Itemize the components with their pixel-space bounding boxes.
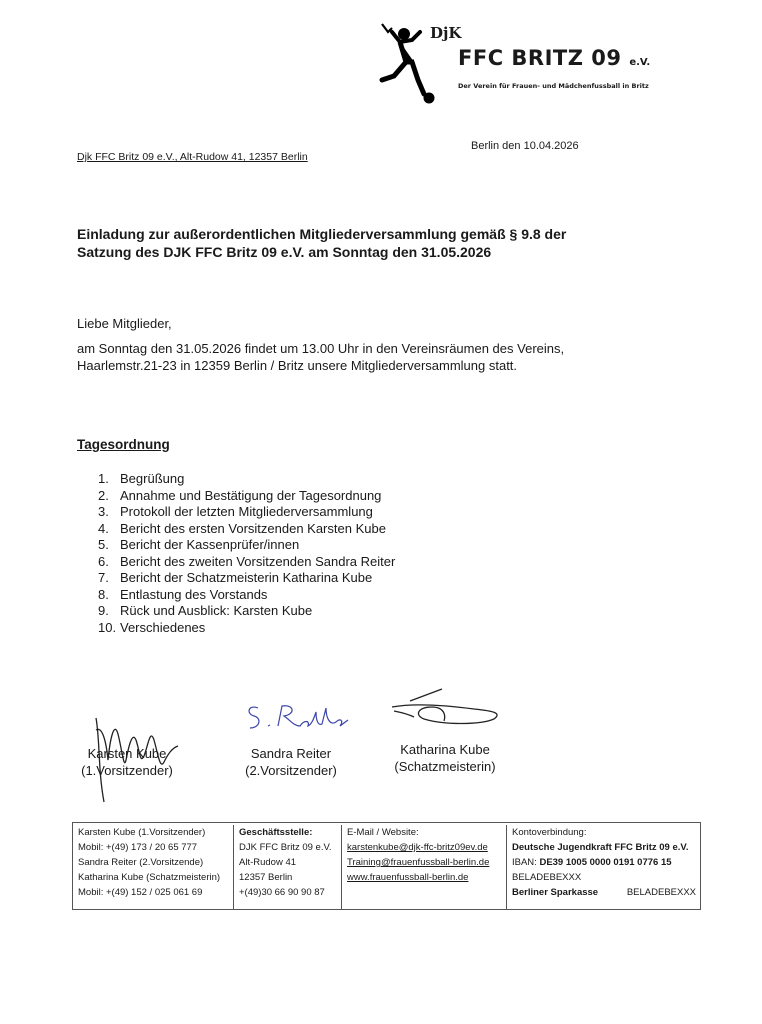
email-link[interactable]: karstenkube@djk-ffc-britz09ev.de xyxy=(347,842,488,853)
agenda-item xyxy=(98,488,395,505)
signer-name: Katharina Kube xyxy=(400,742,490,757)
footer-office xyxy=(233,825,341,909)
intro-paragraph xyxy=(77,340,637,374)
contact-line: Karsten Kube (1.Vorsitzender) xyxy=(78,827,206,838)
web-heading: E-Mail / Website: xyxy=(347,827,419,838)
agenda-item xyxy=(98,471,395,488)
agenda-item xyxy=(98,620,395,637)
agenda-item-text: Bericht des zweiten Vorsitzenden Sandra Reiter xyxy=(120,553,396,569)
agenda-item-text: Rück und Ausblick: Karsten Kube xyxy=(120,603,313,618)
agenda-item-text: Bericht des ersten Vorsitzenden Karsten Kube xyxy=(120,520,386,536)
iban-value: DE39 1005 0000 0191 0776 15 xyxy=(539,857,672,868)
signer-name: Sandra Reiter xyxy=(250,746,332,761)
account-holder: Deutsche Jugendkraft FFC Britz 09 e.V. xyxy=(512,842,689,853)
signer-role: (1.Vorsitzender) xyxy=(81,763,173,778)
agenda-item-text: Entlastung des Vorstands xyxy=(120,586,268,602)
bic-line: BELADEBEXXX xyxy=(512,872,582,883)
training-email-link[interactable]: Training@frauenfussball-berlin.de xyxy=(347,857,490,868)
club-name xyxy=(458,46,650,70)
signature-block-1 xyxy=(72,745,182,779)
agenda-item xyxy=(98,537,395,554)
agenda-item-number: 1. xyxy=(98,471,109,486)
office-line: 12357 Berlin xyxy=(239,872,293,883)
signer-role: (Schatzmeisterin) xyxy=(394,759,496,774)
contact-line: Mobil: +(49) 173 / 20 65 777 xyxy=(78,842,198,853)
agenda-item xyxy=(98,554,395,571)
sender-address: Djk FFC Britz 09 e.V., Alt-Rudow 41, 12357 Berlin xyxy=(77,151,308,163)
bank-name: Berliner Sparkasse xyxy=(512,887,599,898)
subject-line-2: Satzung des DJK FFC Britz 09 e.V. am Sonntag den 31.05.2026 xyxy=(77,244,492,260)
agenda-item xyxy=(98,603,395,620)
signer-role: (2.Vorsitzender) xyxy=(245,763,337,778)
website-link[interactable]: www.frauenfussball-berlin.de xyxy=(347,872,469,883)
letterhead-logo xyxy=(368,18,668,108)
agenda-item-number: 7. xyxy=(98,570,109,585)
office-line: DJK FFC Britz 09 e.V. xyxy=(239,842,332,853)
signature-block-2 xyxy=(232,745,350,779)
signer-name: Karsten Kube xyxy=(87,746,167,761)
club-name-text: FFC BRITZ 09 xyxy=(458,46,622,70)
bank-name-line xyxy=(512,885,702,900)
signature-katharina-kube xyxy=(384,685,509,735)
salutation: Liebe Mitglieder, xyxy=(77,316,172,331)
contact-line: Katharina Kube (Schatzmeisterin) xyxy=(78,872,221,883)
agenda-item-number: 4. xyxy=(98,520,109,536)
agenda-heading: Tagesordnung xyxy=(77,437,170,452)
contact-line: Mobil: +(49) 152 / 025 061 69 xyxy=(78,887,203,898)
agenda-item xyxy=(98,521,395,538)
agenda-item-number: 2. xyxy=(98,487,109,503)
club-tagline: Der Verein für Frauen- und Mädchenfussball in Britz xyxy=(458,82,649,90)
agenda-list xyxy=(98,471,395,636)
signature-sandra-reiter xyxy=(240,698,360,738)
agenda-item xyxy=(98,504,395,521)
office-heading: Geschäftsstelle: xyxy=(239,827,313,838)
agenda-item-number: 3. xyxy=(98,504,109,519)
agenda-item-number: 10. xyxy=(98,619,117,635)
subject-line-1: Einladung zur außerordentlichen Mitgliederversammlung gemäß § 9.8 der xyxy=(77,226,567,242)
contact-line: Sandra Reiter (2.Vorsitzende) xyxy=(78,857,204,868)
office-line: Alt-Rudow 41 xyxy=(239,857,297,868)
agenda-item-text: Begrüßung xyxy=(120,471,185,486)
footer-bank xyxy=(506,825,702,909)
agenda-item xyxy=(98,587,395,604)
agenda-item-text: Verschiedenes xyxy=(120,619,206,635)
agenda-item-number: 9. xyxy=(98,603,109,618)
agenda-item-number: 8. xyxy=(98,586,109,602)
logo-prefix: DjK xyxy=(430,24,462,42)
agenda-item-number: 6. xyxy=(98,553,109,569)
office-phone: +(49)30 66 90 90 87 xyxy=(239,887,325,898)
iban-line xyxy=(512,855,702,870)
bank-heading: Kontoverbindung: xyxy=(512,827,587,838)
letter-date: Berlin den 10.04.2026 xyxy=(471,140,579,152)
agenda-item xyxy=(98,570,395,587)
agenda-item-text: Bericht der Schatzmeisterin Katharina Kube xyxy=(120,570,373,585)
intro-line-2: Haarlemstr.21-23 in 12359 Berlin / Britz unsere Mitgliederversammlung statt. xyxy=(77,358,518,373)
agenda-item-text: Bericht der Kassenprüfer/innen xyxy=(120,537,300,552)
agenda-item-number: 5. xyxy=(98,537,109,552)
club-suffix: e.V. xyxy=(629,57,651,68)
letter-subject xyxy=(77,225,637,261)
intro-line-1: am Sonntag den 31.05.2026 findet um 13.00 Uhr in den Vereinsräumen des Vereins, xyxy=(77,341,565,356)
footer-web xyxy=(341,825,506,909)
footer-contacts xyxy=(73,825,233,909)
bic-repeat: BELADEBEXXX xyxy=(626,887,696,898)
footer-contact-table xyxy=(72,822,701,910)
agenda-item-text: Annahme und Bestätigung der Tagesordnung xyxy=(120,487,382,503)
agenda-item-text: Protokoll der letzten Mitgliederversammlung xyxy=(120,504,373,519)
signature-block-3 xyxy=(384,741,506,775)
iban-label: IBAN: xyxy=(512,857,537,868)
